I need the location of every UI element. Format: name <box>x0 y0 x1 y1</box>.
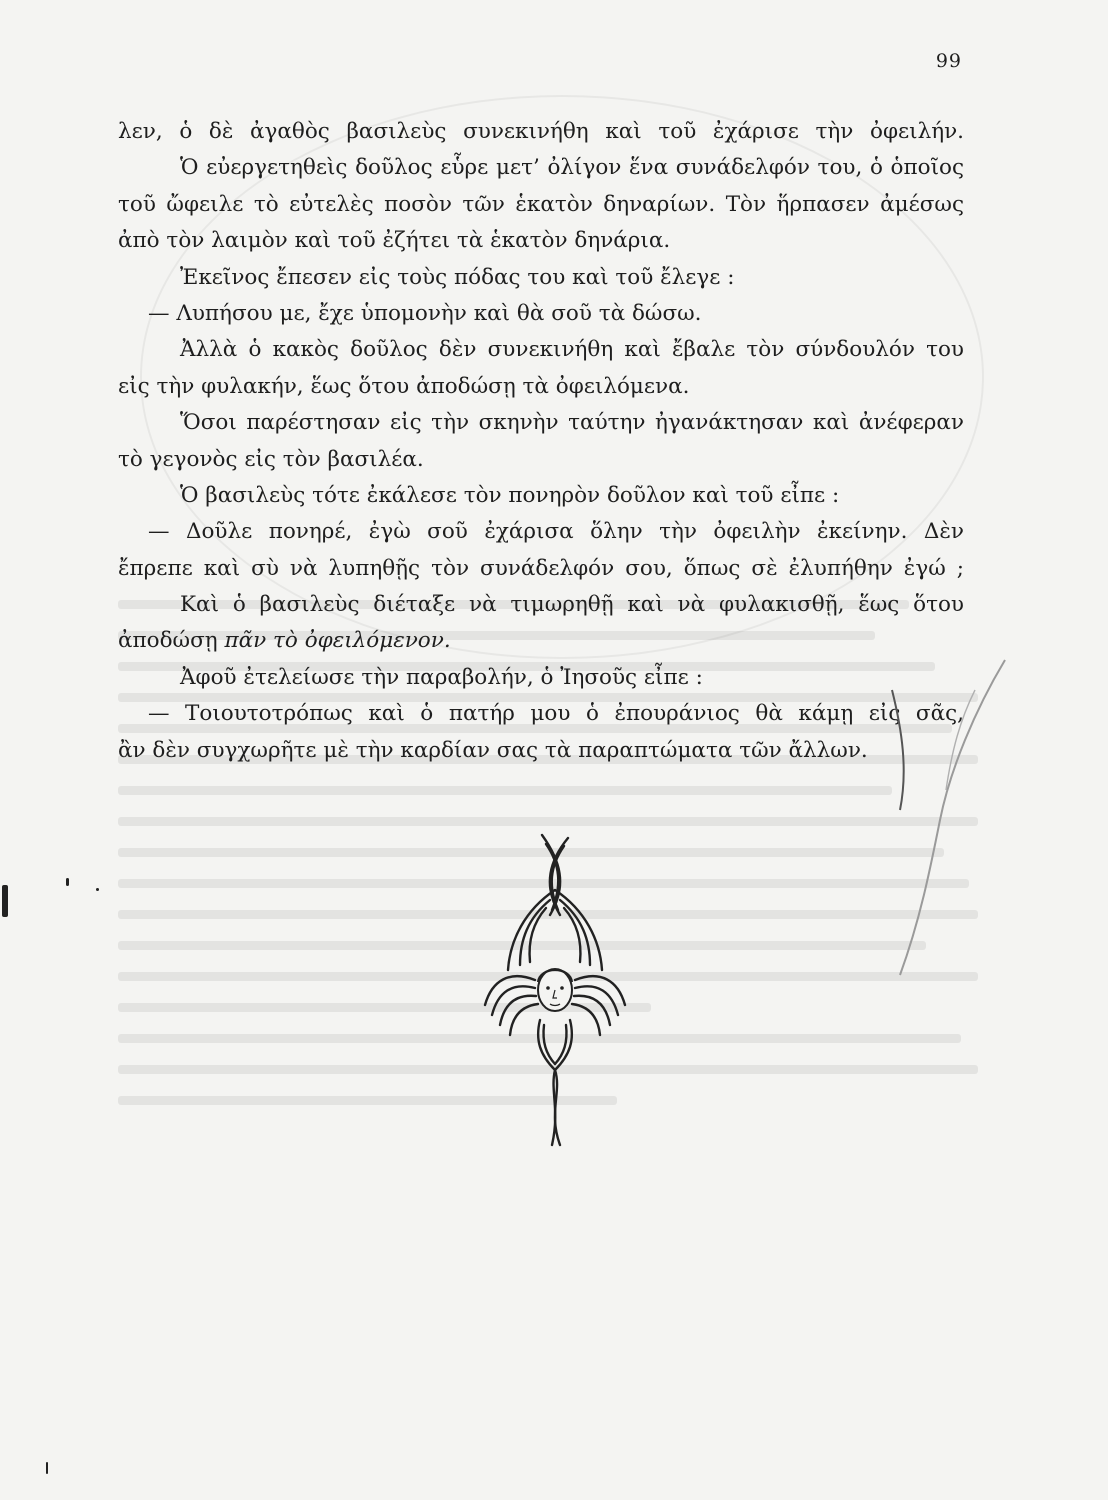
text-line: Ὁ βασιλεὺς τότε ἐκάλεσε τὸν πονηρὸν δοῦλον καὶ τοῦ εἶπε : <box>180 482 840 508</box>
text-line: ἂν δὲν συγχωρῆτε μὲ τὴν καρδίαν σας τὰ παραπτώματα τῶν ἄλλων. <box>118 737 868 763</box>
text-line: Ὅσοι παρέστησαν εἰς τὴν σκηνὴν ταύτην ἠγανάκτησαν καὶ ἀνέφεραν <box>180 410 964 436</box>
italic-text: πᾶν τὸ ὀφειλόμενον. <box>224 628 451 654</box>
text-line: Ἀφοῦ ἐτελείωσε τὴν παραβολήν, ὁ Ἰησοῦς εἶπε : <box>180 664 703 690</box>
text-line: Ὁ εὐεργετηθεὶς δοῦλος εὗρε μετ’ ὀλίγον ἕνα συνάδελφόν του, ὁ ὁποῖος <box>180 155 964 181</box>
text-line: — Τοιουτοτρόπως καὶ ὁ πατήρ μου ὁ ἐπουράνιος θὰ κάμῃ εἰς σᾶς, <box>148 701 964 727</box>
text-line: εἰς τὴν φυλακήν, ἕως ὅτου ἀποδώσῃ τὰ ὀφειλόμενα. <box>118 373 690 399</box>
text-run: ἀποδώσῃ <box>118 628 225 654</box>
text-line: Ἀλλὰ ὁ κακὸς δοῦλος δὲν συνεκινήθη καὶ ἔβαλε τὸν σύνδουλόν του <box>180 337 964 363</box>
text-line: Καὶ ὁ βασιλεὺς διέταξε νὰ τιμωρηθῇ καὶ νὰ φυλακισθῇ, ἕως ὅτου <box>180 592 964 618</box>
text-line: τὸ γεγονὸς εἰς τὸν βασιλέα. <box>118 446 424 472</box>
scan-speck <box>96 888 99 891</box>
page-number: 99 <box>935 50 962 72</box>
scan-speck <box>46 1462 48 1474</box>
text-line: — Λυπήσου με, ἔχε ὑπομονὴν καὶ θὰ σοῦ τὰ δώσω. <box>148 300 702 326</box>
text-line: λεν, ὁ δὲ ἀγαθὸς βασιλεὺς συνεκινήθη καὶ τοῦ ἐχάρισε τὴν ὀφειλήν. <box>118 119 964 144</box>
text-line <box>118 623 964 659</box>
body-text <box>118 114 964 769</box>
text-line: τοῦ ὤφειλε τὸ εὐτελὲς ποσὸν τῶν ἑκατὸν δηναρίων. Τὸν ἥρπασεν ἀμέσως <box>118 191 964 217</box>
text-line: ἀπὸ τὸν λαιμὸν καὶ τοῦ ἐζήτει τὰ ἑκατὸν δηνάρια. <box>118 228 671 254</box>
text-line: ἔπρεπε καὶ σὺ νὰ λυπηθῇς τὸν συνάδελφόν σου, ὅπως σὲ ἐλυπήθην ἐγώ ; <box>118 555 964 581</box>
scan-speck <box>66 878 69 886</box>
scan-speck <box>2 885 8 917</box>
seraph-ornament-icon <box>480 830 630 1150</box>
text-line: — Δοῦλε πονηρέ, ἐγὼ σοῦ ἐχάρισα ὅλην τὴν ὀφειλὴν ἐκείνην. Δὲν <box>148 519 964 545</box>
text-line: Ἐκεῖνος ἔπεσεν εἰς τοὺς πόδας του καὶ τοῦ ἔλεγε : <box>180 264 735 290</box>
